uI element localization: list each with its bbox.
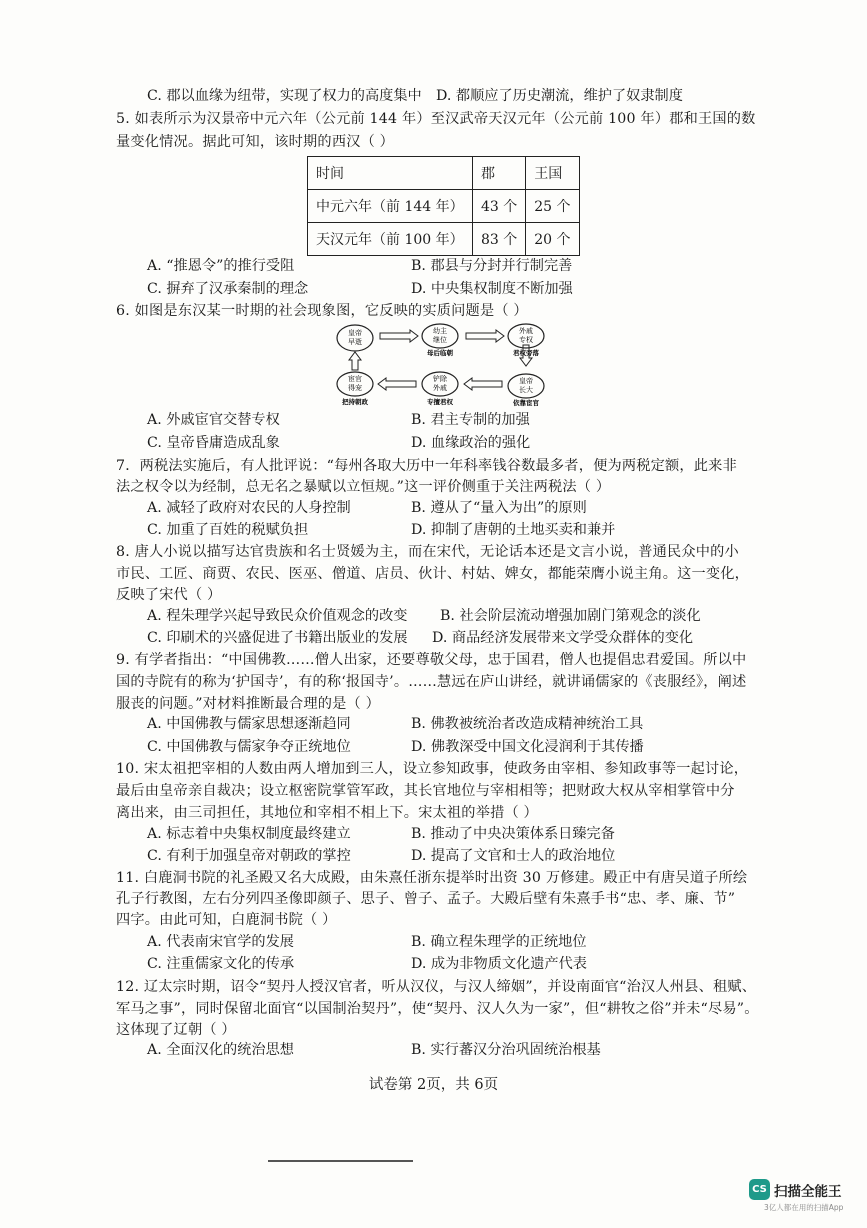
- diagram-node-young-heir: [422, 324, 458, 357]
- q7-stem-line-2: 法之权令以为经制，总无名之暴赋以立恒规。”这一评价侧重于关注两税法（ ）: [116, 479, 611, 495]
- watermark-tagline: 3亿人都在用的扫描App: [764, 1203, 844, 1212]
- q5-option-d: D. 中央集权制度不断加强: [411, 281, 573, 297]
- q11-option-b: B. 确立程朱理学的正统地位: [411, 934, 587, 950]
- node-text: 幼主: [433, 327, 447, 335]
- q9-option-a: A. 中国佛教与儒家思想逐渐趋同: [147, 716, 351, 732]
- q9-option-d: D. 佛教深受中国文化浸润利于其传播: [411, 739, 644, 755]
- q12-stem-line-1: 12. 辽太宗时期，诏令“契丹人授汉官者，听从汉仪，与汉人缔姻”，并设南面官“治汉人州县、租赋、: [116, 979, 757, 995]
- node-text: 专权: [519, 336, 533, 344]
- q5-table: [307, 156, 580, 256]
- q8-option-b: B. 社会阶层流动增强加剧门第观念的淡化: [440, 608, 701, 624]
- diagram-node-emperor-grown: [508, 374, 544, 407]
- q10-stem-line-2: 最后由皇帝亲自裁决；设立枢密院掌管军政，其长官地位与宰相相等；把财政大权从宰相掌管中分: [116, 783, 735, 799]
- q8-option-d: D. 商品经济发展带来文学受众群体的变化: [432, 630, 694, 646]
- arrow-left-icon: [464, 378, 502, 390]
- table-cell: 中元六年（前 144 年）: [308, 190, 473, 223]
- diagram-node-consort-power: [508, 324, 544, 357]
- scan-artifact-line: [268, 1160, 413, 1162]
- node-text: 外戚: [519, 327, 533, 335]
- table-header-row: [308, 157, 580, 190]
- scanner-watermark: [749, 1179, 842, 1200]
- q9-stem-line-1: 9. 有学者指出：“中国佛教……僧人出家，还要尊敬父母，忠于国君，僧人也提倡忠君爱国。所以中: [116, 652, 747, 668]
- q8-option-a: A. 程朱理学兴起导致民众价值观念的改变: [147, 608, 408, 624]
- diagram-node-emperor-early-death: [337, 325, 373, 351]
- q6-stem: 6. 如图是东汉某一时期的社会现象图，它反映的实质问题是（ ）: [116, 303, 528, 319]
- table-header-cell: 郡: [473, 157, 526, 190]
- camscanner-logo-icon: CS: [749, 1179, 770, 1200]
- q11-stem-line-2: 孔子行教图，左右分列四圣像即颜子、思子、曾子、孟子。大殿后壁有朱熹手书“忠、孝、廉、节”: [116, 891, 736, 907]
- diagram-node-remove-consort: [422, 372, 458, 406]
- q5-option-c: C. 摒弃了汉承秦制的理念: [147, 281, 309, 297]
- node-text: 铲除: [433, 375, 447, 383]
- node-caption: 母后临朝: [427, 349, 453, 357]
- arrow-right-icon: [466, 330, 504, 342]
- diagram-node-eunuch-favored: [337, 372, 373, 406]
- q12-stem-line-3: 这体现了辽朝（ ）: [116, 1022, 236, 1038]
- q12-option-b: B. 实行蕃汉分治巩固统治根基: [411, 1042, 601, 1058]
- node-caption: 专擅君权: [427, 398, 453, 406]
- q8-stem-line-2: 市民、工匠、商贾、农民、医巫、僧道、店员、伙计、村姑、婢女，都能荣膺小说主角。这一变化，: [116, 566, 750, 582]
- q10-option-c: C. 有利于加强皇帝对朝政的掌控: [147, 848, 351, 864]
- q5-option-b: B. 郡县与分封并行制完善: [411, 258, 573, 274]
- table-header-cell: 时间: [308, 157, 473, 190]
- table-cell: 20 个: [526, 223, 579, 256]
- table-header-cell: 王国: [526, 157, 579, 190]
- q9-stem-line-2: 国的寺院有的称为‘护国寺’，有的称‘报国寺’。……慧远在庐山讲经，就讲诵儒家的《丧服经》，阐述: [116, 674, 747, 690]
- q10-option-d: D. 提高了文官和士人的政治地位: [411, 848, 616, 864]
- arrow-left-icon: [378, 378, 416, 390]
- watermark-app-name: 扫描全能王: [774, 1183, 842, 1200]
- q11-option-a: A. 代表南宋官学的发展: [147, 934, 294, 950]
- q10-option-a: A. 标志着中央集权制度最终建立: [147, 826, 351, 842]
- node-text: 得宠: [348, 384, 362, 392]
- arrow-up-icon: [349, 352, 361, 370]
- q7-option-b: B. 遵从了“量入为出”的原则: [411, 500, 587, 516]
- q4-option-d: D. 都顺应了历史潮流，维护了奴隶制度: [436, 88, 683, 104]
- q7-option-d: D. 抑制了唐朝的土地买卖和兼并: [411, 522, 616, 538]
- table-row: [308, 190, 580, 223]
- node-text: 长大: [519, 386, 533, 394]
- q6-option-d: D. 血缘政治的强化: [411, 435, 531, 451]
- q9-option-b: B. 佛教被统治者改造成精神统治工具: [411, 716, 644, 732]
- node-caption: 把持朝政: [342, 398, 368, 406]
- q7-stem-line-1: 7．两税法实施后，有人批评说：“每州各取大历中一年科率钱谷数最多者，便为两税定额，此来非: [116, 458, 737, 474]
- node-caption: 君权旁落: [513, 349, 539, 357]
- node-text: 皇帝: [348, 329, 362, 337]
- q6-option-b: B. 君主专制的加强: [411, 412, 530, 428]
- q9-stem-line-3: 服丧的问题。”对材料推断最合理的是（ ）: [116, 696, 381, 712]
- q7-option-c: C. 加重了百姓的税赋负担: [147, 522, 309, 538]
- q8-stem-line-3: 反映了宋代（ ）: [116, 587, 222, 603]
- q6-option-c: C. 皇帝昏庸造成乱象: [147, 435, 280, 451]
- node-text: 外戚: [433, 384, 447, 392]
- q11-option-c: C. 注重儒家文化的传承: [147, 956, 295, 972]
- page-number-footer: 试卷第 2页，共 6页: [368, 1077, 499, 1093]
- q10-stem-line-3: 离出来，由三司担任，其地位和宰相不相上下。宋太祖的举措（ ）: [116, 805, 538, 821]
- q11-option-d: D. 成为非物质文化遗产代表: [411, 956, 587, 972]
- q5-option-a: A. “推恩令”的推行受阻: [147, 258, 295, 274]
- node-text: 皇帝: [519, 377, 533, 385]
- q11-stem-line-3: 四字。由此可知，白鹿洞书院（ ）: [116, 912, 337, 928]
- node-caption: 依靠宦官: [513, 399, 539, 407]
- node-text: 早逝: [348, 338, 362, 346]
- q9-option-c: C. 中国佛教与儒家争夺正统地位: [147, 739, 351, 755]
- q7-option-a: A. 减轻了政府对农民的人身控制: [147, 500, 351, 516]
- table-cell: 天汉元年（前 100 年）: [308, 223, 473, 256]
- q12-option-a: A. 全面汉化的统治思想: [147, 1042, 294, 1058]
- q4-option-c: C. 郡以血缘为纽带，实现了权力的高度集中: [147, 88, 422, 104]
- q12-stem-line-2: 军马之事”，同时保留北面官“以国制治契丹”，使“契丹、汉人久为一家”，但“耕牧之俗”并未“尽易”。: [116, 1001, 759, 1017]
- q8-stem-line-1: 8. 唐人小说以描写达官贵族和名士贤媛为主，而在宋代，无论话本还是文言小说，普通民众中的小: [116, 544, 739, 560]
- q6-option-a: A. 外戚宦官交替专权: [147, 412, 280, 428]
- node-text: 宦官: [348, 375, 362, 383]
- q5-stem-line-2: 量变化情况。据此可知，该时期的西汉（ ）: [116, 134, 395, 150]
- q10-option-b: B. 推动了中央决策体系日臻完备: [411, 826, 615, 842]
- q11-stem-line-1: 11. 白鹿洞书院的礼圣殿又名大成殿，由朱熹任浙东提举时出资 30 万修建。殿正中有唐吴道子所绘: [116, 870, 748, 886]
- arrow-right-icon: [380, 330, 418, 342]
- q8-option-c: C. 印刷术的兴盛促进了书籍出版业的发展: [147, 630, 408, 646]
- table-cell: 83 个: [473, 223, 526, 256]
- table-cell: 25 个: [526, 190, 579, 223]
- q10-stem-line-1: 10. 宋太祖把宰相的人数由两人增加到三人，设立参知政事，使政务由宰相、参知政事等一起讨论，: [116, 761, 749, 777]
- q5-stem-line-1: 5. 如表所示为汉景帝中元六年（公元前 144 年）至汉武帝天汉元年（公元前 100 年）郡和王国的数: [116, 111, 756, 127]
- table-cell: 43 个: [473, 190, 526, 223]
- table-row: [308, 223, 580, 256]
- q6-cycle-diagram: [330, 322, 560, 408]
- node-text: 继位: [433, 336, 447, 344]
